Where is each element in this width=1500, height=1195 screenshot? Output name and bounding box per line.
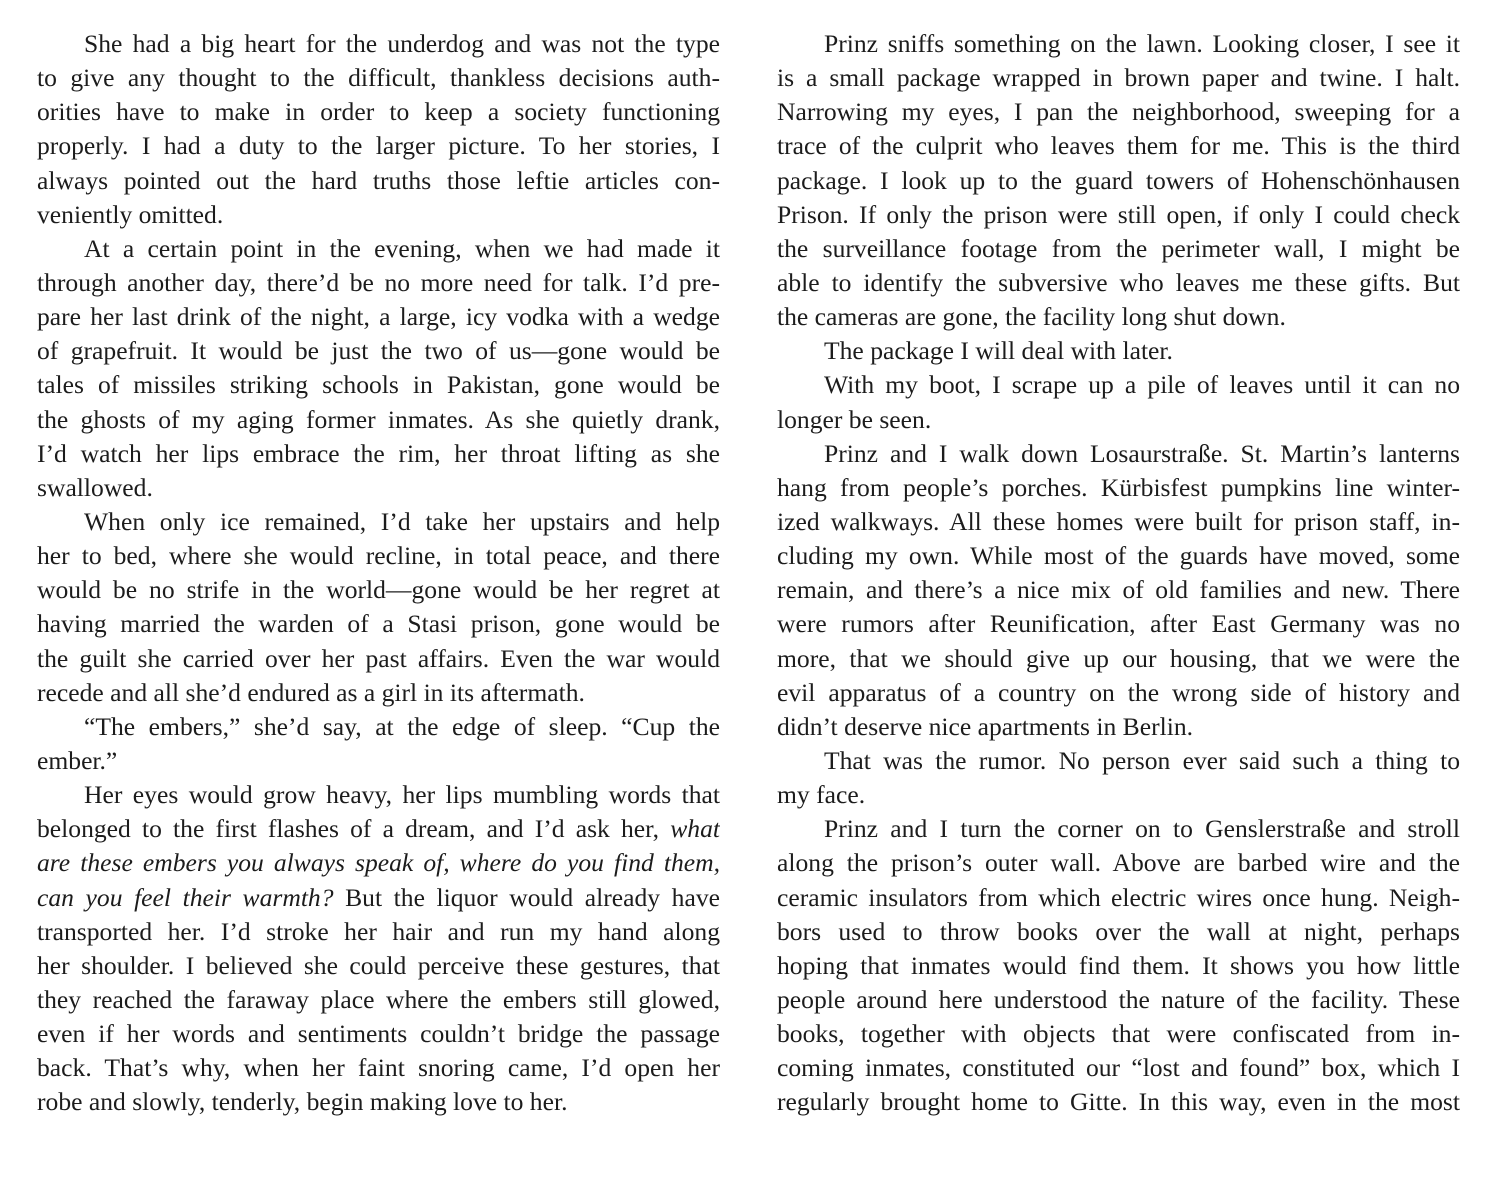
line-text: recede and all she’d endured as a girl in its aftermath. <box>37 677 585 707</box>
text-line <box>37 403 720 437</box>
text-line <box>777 27 1460 61</box>
line-text: veniently omitted. <box>37 199 224 229</box>
line-text: the guilt she carried over her past affairs. Even the war would <box>37 643 720 673</box>
line-text: transported her. I’d stroke her hair and run my hand along <box>37 916 720 946</box>
line-text: At a certain point in the evening, when we had made it <box>84 233 720 263</box>
text-line <box>777 881 1460 915</box>
text-line <box>777 300 1460 334</box>
text-line <box>777 607 1460 641</box>
line-text: swallowed. <box>37 472 153 502</box>
line-text: they reached the faraway place where the embers still glowed, <box>37 984 720 1014</box>
text-line <box>37 300 720 334</box>
text-line <box>37 95 720 129</box>
line-text: would be no strife in the world—gone would be her regret at <box>37 575 720 605</box>
line-text: to give any thought to the difficult, thankless decisions auth- <box>37 63 720 93</box>
text-line <box>37 744 720 778</box>
line-text: the cameras are gone, the facility long shut down. <box>777 302 1286 332</box>
line-text: were rumors after Reunification, after East Germany was no <box>777 609 1460 639</box>
text-line <box>777 778 1460 812</box>
text-line <box>777 437 1460 471</box>
text-line <box>777 1017 1460 1051</box>
text-line <box>37 812 720 846</box>
text-line <box>37 949 720 983</box>
line-text: Prinz and I turn the corner on to Genslerstraße and stroll <box>824 814 1460 844</box>
line-text: bors used to throw books over the wall at night, perhaps <box>777 916 1460 946</box>
line-text: trace of the culprit who leaves them for me. This is the third <box>777 131 1460 161</box>
text-line <box>777 198 1460 232</box>
line-text: hang from people’s porches. Kürbisfest pumpkins line winter- <box>777 472 1460 502</box>
text-line <box>37 607 720 641</box>
line-text: cluding my own. While most of the guards have moved, some <box>777 541 1460 571</box>
text-line <box>37 164 720 198</box>
text-line <box>777 334 1460 368</box>
line-text: ember.” <box>37 745 118 775</box>
text-line <box>37 1017 720 1051</box>
text-line <box>37 710 720 744</box>
text-line <box>777 129 1460 163</box>
line-text: the ghosts of my aging former inmates. As she quietly drank, <box>37 404 720 434</box>
line-text: the surveillance footage from the perimeter wall, I might be <box>777 233 1460 263</box>
line-text: hoping that inmates would find them. It shows you how little <box>777 950 1460 980</box>
text-line <box>37 232 720 266</box>
text-line <box>777 61 1460 95</box>
left-page <box>37 27 720 1120</box>
line-text: her shoulder. I believed she could perceive these gestures, that <box>37 950 720 980</box>
text-line <box>777 164 1460 198</box>
text-line <box>777 744 1460 778</box>
line-text: through another day, there’d be no more need for talk. I’d pre- <box>37 267 720 297</box>
line-text: of grapefruit. It would be just the two of us—gone would be <box>37 336 720 366</box>
line-text: properly. I had a duty to the larger picture. To her stories, I <box>37 131 720 161</box>
line-text: coming inmates, constituted our “lost and found” box, which I <box>777 1053 1460 1083</box>
line-text: That was the rumor. No person ever said such a thing to <box>824 745 1460 775</box>
text-line <box>777 1085 1460 1119</box>
text-line <box>777 642 1460 676</box>
text-line <box>37 266 720 300</box>
italic-text: are these embers you always speak of, where do you find them, <box>37 848 720 878</box>
text-line <box>37 471 720 505</box>
text-line <box>37 61 720 95</box>
text-line <box>777 1051 1460 1085</box>
text-line <box>777 95 1460 129</box>
line-text: didn’t deserve nice apartments in Berlin. <box>777 711 1194 741</box>
line-text: ceramic insulators from which electric wires once hung. Neigh- <box>777 882 1460 912</box>
line-text: Prinz and I walk down Losaurstraße. St. Martin’s lanterns <box>824 438 1460 468</box>
line-text: able to identify the subversive who leaves me these gifts. But <box>777 267 1460 297</box>
line-text: regularly brought home to Gitte. In this way, even in the most <box>777 1087 1460 1117</box>
text-line <box>37 198 720 232</box>
italic-text: can you feel their warmth? <box>37 882 334 912</box>
line-text: back. That’s why, when her faint snoring came, I’d open her <box>37 1053 720 1083</box>
text-line <box>37 642 720 676</box>
text-line <box>777 812 1460 846</box>
text-line <box>37 27 720 61</box>
italic-text: what <box>670 814 720 844</box>
text-line <box>37 129 720 163</box>
line-text: books, together with objects that were confiscated from in- <box>777 1019 1460 1049</box>
line-text: ized walkways. All these homes were built for prison staff, in- <box>777 506 1460 536</box>
text-line <box>37 573 720 607</box>
line-text: always pointed out the hard truths those leftie articles con- <box>37 165 720 195</box>
text-line <box>37 778 720 812</box>
line-text: even if her words and sentiments couldn’t bridge the passage <box>37 1019 720 1049</box>
text-line <box>777 983 1460 1017</box>
right-page <box>777 27 1460 1120</box>
line-text: pare her last drink of the night, a large, icy vodka with a wedge <box>37 302 720 332</box>
line-text: Prison. If only the prison were still open, if only I could check <box>777 199 1460 229</box>
text-line <box>777 846 1460 880</box>
text-line <box>37 881 720 915</box>
text-line <box>777 949 1460 983</box>
text-line <box>37 505 720 539</box>
line-text: Narrowing my eyes, I pan the neighborhood, sweeping for a <box>777 97 1460 127</box>
line-text: people around here understood the nature of the facility. These <box>777 984 1460 1014</box>
text-line <box>37 539 720 573</box>
text-line <box>777 539 1460 573</box>
line-text: When only ice remained, I’d take her upstairs and help <box>84 506 720 536</box>
line-text: The package I will deal with later. <box>824 336 1173 366</box>
line-text: along the prison’s outer wall. Above are barbed wire and the <box>777 848 1460 878</box>
line-text: evil apparatus of a country on the wrong side of history and <box>777 677 1460 707</box>
line-text: tales of missiles striking schools in Pakistan, gone would be <box>37 370 720 400</box>
line-text: With my boot, I scrape up a pile of leaves until it can no <box>824 370 1460 400</box>
text-line <box>777 915 1460 949</box>
text-line <box>777 710 1460 744</box>
line-text: package. I look up to the guard towers of Hohenschönhausen <box>777 165 1460 195</box>
text-line <box>37 846 720 880</box>
text-line <box>777 471 1460 505</box>
line-text: Her eyes would grow heavy, her lips mumbling words that <box>84 780 720 810</box>
line-text: I’d watch her lips embrace the rim, her throat lifting as she <box>37 438 720 468</box>
line-text: Prinz sniffs something on the lawn. Looking closer, I see it <box>824 29 1460 58</box>
text-line <box>777 573 1460 607</box>
text-line <box>37 915 720 949</box>
text-line <box>37 1085 720 1119</box>
text-line <box>777 505 1460 539</box>
line-text: remain, and there’s a nice mix of old families and new. There <box>777 575 1460 605</box>
line-text: her to bed, where she would recline, in total peace, and there <box>37 541 720 571</box>
line-text: She had a big heart for the underdog and was not the type <box>84 29 720 58</box>
line-text: robe and slowly, tenderly, begin making love to her. <box>37 1087 568 1117</box>
line-text: “The embers,” she’d say, at the edge of sleep. “Cup the <box>84 711 720 741</box>
text-line <box>777 676 1460 710</box>
line-text: belonged to the first flashes of a dream, and I’d ask her, <box>37 814 660 844</box>
text-line <box>777 232 1460 266</box>
text-line <box>37 334 720 368</box>
text-line <box>777 403 1460 437</box>
line-text: orities have to make in order to keep a society functioning <box>37 97 720 127</box>
text-line <box>37 437 720 471</box>
line-text: my face. <box>777 780 866 810</box>
line-text: But the liquor would already have <box>333 882 720 912</box>
line-text: more, that we should give up our housing, that we were the <box>777 643 1460 673</box>
text-line <box>37 368 720 402</box>
text-line <box>777 266 1460 300</box>
text-line <box>777 368 1460 402</box>
text-line <box>37 983 720 1017</box>
text-line <box>37 676 720 710</box>
line-text: having married the warden of a Stasi prison, gone would be <box>37 609 720 639</box>
text-line <box>37 1051 720 1085</box>
line-text: is a small package wrapped in brown paper and twine. I halt. <box>777 63 1460 93</box>
line-text: longer be seen. <box>777 404 932 434</box>
